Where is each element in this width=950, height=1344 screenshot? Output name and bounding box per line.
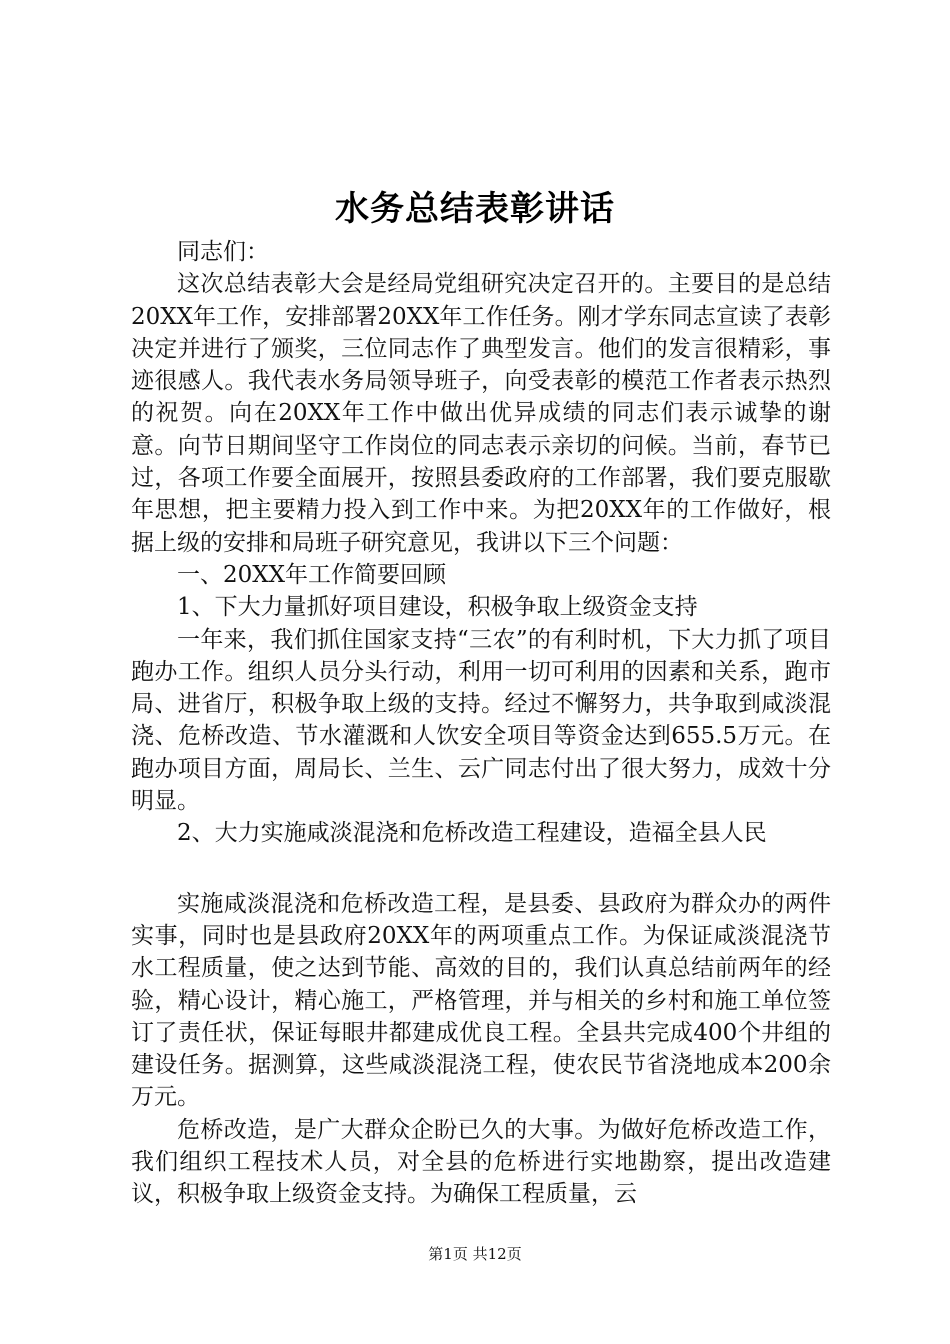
body-paragraph: 危桥改造，是广大群众企盼已久的大事。为做好危桥改造工作，我们组织工程技术人员，对全县的危桥进行实地勘察，提出改造建议，积极争取上级资金支持。为确保工程质量，云 [131, 1116, 831, 1208]
greeting-paragraph: 同志们： [177, 239, 269, 265]
document-body [131, 236, 831, 1211]
body-paragraph: 一年来，我们抓住国家支持“三农”的有利时机，下大力抓了项目跑办工作。组织人员分头行动，利用一切可利用的因素和关系，跑市局、进省厅，积极争取上级的支持。经过不懈努力，共争取到咸淡混浇、危桥改造、节水灌溉和人饮安全项目等资金达到655.5万元。在跑办项目方面，周局长、兰生、云广同志付出了很大努力，成效十分明显。 [131, 626, 831, 815]
document-title: 水务总结表彰讲话 [335, 189, 615, 229]
section-heading: 一、20XX年工作简要回顾 [177, 561, 447, 588]
subsection-heading: 1、下大力量抓好项目建设，积极争取上级资金支持 [177, 594, 698, 621]
page-number-footer: 第1页 共12页 [428, 1245, 522, 1263]
subsection-heading: 2、大力实施咸淡混浇和危桥改造工程建设，造福全县人民 [177, 820, 767, 847]
body-paragraph: 实施咸淡混浇和危桥改造工程，是县委、县政府为群众办的两件实事，同时也是县政府20XX年的两项重点工作。为保证咸淡混浇节水工程质量，使之达到节能、高效的目的，我们认真总结前两年的经验，精心设计，精心施工，严格管理，并与相关的乡村和施工单位签订了责任状，保证每眼井都建成优良工程。全县共完成400个井组的建设任务。据测算，这些咸淡混浇工程，使农民节省浇地成本200余万元。 [131, 890, 831, 1111]
body-paragraph: 这次总结表彰大会是经局党组研究决定召开的。主要目的是总结20XX年工作，安排部署20XX年工作任务。刚才学东同志宣读了表彰决定并进行了颁奖，三位同志作了典型发言。他们的发言很精彩，事迹很感人。我代表水务局领导班子，向受表彰的模范工作者表示热烈的祝贺。向在20XX年工作中做出优异成绩的同志们表示诚挚的谢意。向节日期间坚守工作岗位的同志表示亲切的问候。当前，春节已过，各项工作要全面展开，按照县委政府的工作部署，我们要克服歇年思想，把主要精力投入到工作中来。为把20XX年的工作做好，根据上级的安排和局班子研究意见，我讲以下三个问题： [131, 271, 831, 556]
